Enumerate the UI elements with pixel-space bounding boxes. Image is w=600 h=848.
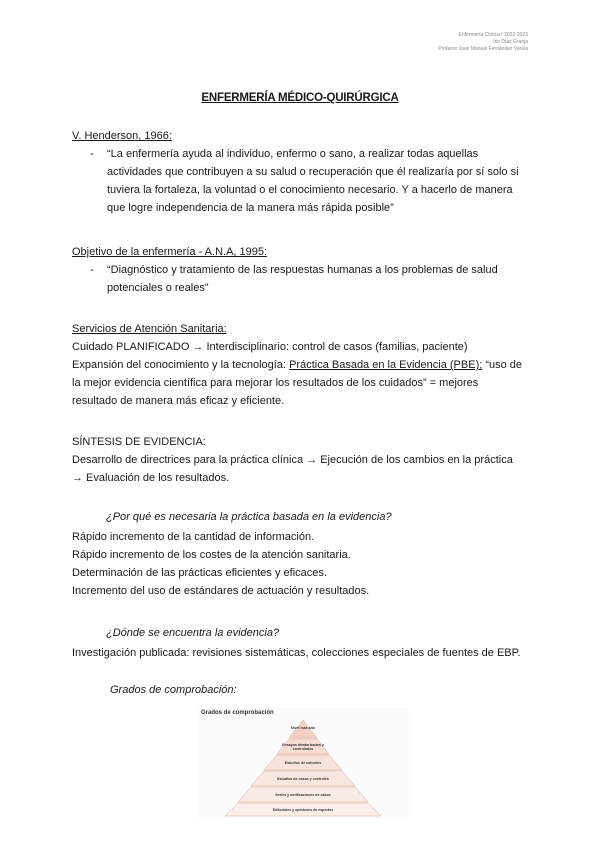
quote-line: actividades que contribuyen a su salud o recuperación que él realizaría por sí solo si [107,166,519,178]
henderson-section [72,127,532,217]
sintesis-line: Desarrollo de directrices para la práctica clínica → Ejecución de los cambios en la práctica [72,454,513,466]
objetivo-section [72,243,532,297]
professor-line: Profesor Juan Manuel Fernández Varela [438,46,528,52]
list-item: Determinación de las prácticas eficientes y eficaces. [72,567,327,579]
course-line: Enfermería Clínica I 2022-2023 [458,32,528,38]
sintesis-heading: SÍNTESIS DE EVIDENCIA: [72,436,206,448]
pyramid-label: Estudios de cohortes [284,761,322,765]
porque-list [72,528,532,600]
page-title: ENFERMERÍA MÉDICO-QUIRÚRGICA [201,92,399,104]
pyramid-label: Estudios de casos y controles [277,777,329,781]
quote-line: tuviera la fortaleza, la voluntad o el conocimiento necesario. Y a hacerlo de manera [107,184,513,196]
quote-line: “La enfermería ayuda al individuo, enfermo o sano, a realizar todas aquellas [107,148,479,160]
sintesis-section [72,433,532,487]
list-item: Incremento del uso de estándares de actuación y resultados. [72,585,370,597]
porque-question: ¿Por qué es necesaria la práctica basada en la evidencia? [106,511,392,523]
pyramid-label: Editoriales y opiniones de expertos [272,808,334,812]
sintesis-line: → Evaluación de los resultados. [72,472,230,484]
list-item: Rápido incremento de los costes de la atención sanitaria. [72,549,351,561]
servicios-line: Cuidado PLANIFICADO → Interdisciplinario: control de casos (familias, paciente) [72,341,468,353]
bullet-dash: - [90,148,94,160]
objetivo-quote [72,261,532,297]
grados-heading: Grados de comprobación: [110,684,237,696]
henderson-heading: V. Henderson, 1966: [72,130,172,142]
servicios-line: resultado de manera más eficaz y eficiente. [72,395,285,407]
servicios-text: Expansión del conocimiento y la tecnología: [72,359,290,371]
pbe-link: Práctica Basada en la Evidencia (PBE); [289,359,483,371]
bullet-dash: - [90,264,94,276]
author-line: Iris Díaz Granja [493,39,528,45]
servicios-heading: Servicios de Atención Sanitaria: [72,323,227,335]
figure-title: Grados de comprobación [201,710,274,716]
pyramid-label: Series y notificaciones de casos [275,793,331,797]
donde-answer-block [72,644,532,662]
servicios-section [72,320,532,410]
evidence-pyramid-figure [197,708,409,818]
document-header-meta [438,32,528,53]
objetivo-heading: Objetivo de la enfermería - A.N.A, 1995: [72,246,268,258]
quote-line: que logre independencia de la manera más rápida posible” [107,202,394,214]
servicios-line: la mejor evidencia científica para mejorar los resultados de los cuidados” = mejores [72,377,479,389]
list-item: Rápido incremento de la cantidad de información. [72,531,315,543]
quote-line: potenciales o reales” [107,282,209,294]
donde-answer: Investigación publicada: revisiones sistemáticas, colecciones especiales de fuentes de EBP. [72,647,521,659]
servicios-line [72,356,532,374]
donde-question: ¿Dónde se encuentra la evidencia? [106,627,280,639]
quote-line: “Diagnóstico y tratamiento de las respuestas humanas a los problemas de salud [107,264,498,276]
henderson-quote [72,145,532,217]
pyramid-label: Ensayos aleatorizados y controlados [282,743,324,751]
servicios-text: “uso de [482,359,523,371]
pyramid-label: Nivel más alto [290,726,316,730]
